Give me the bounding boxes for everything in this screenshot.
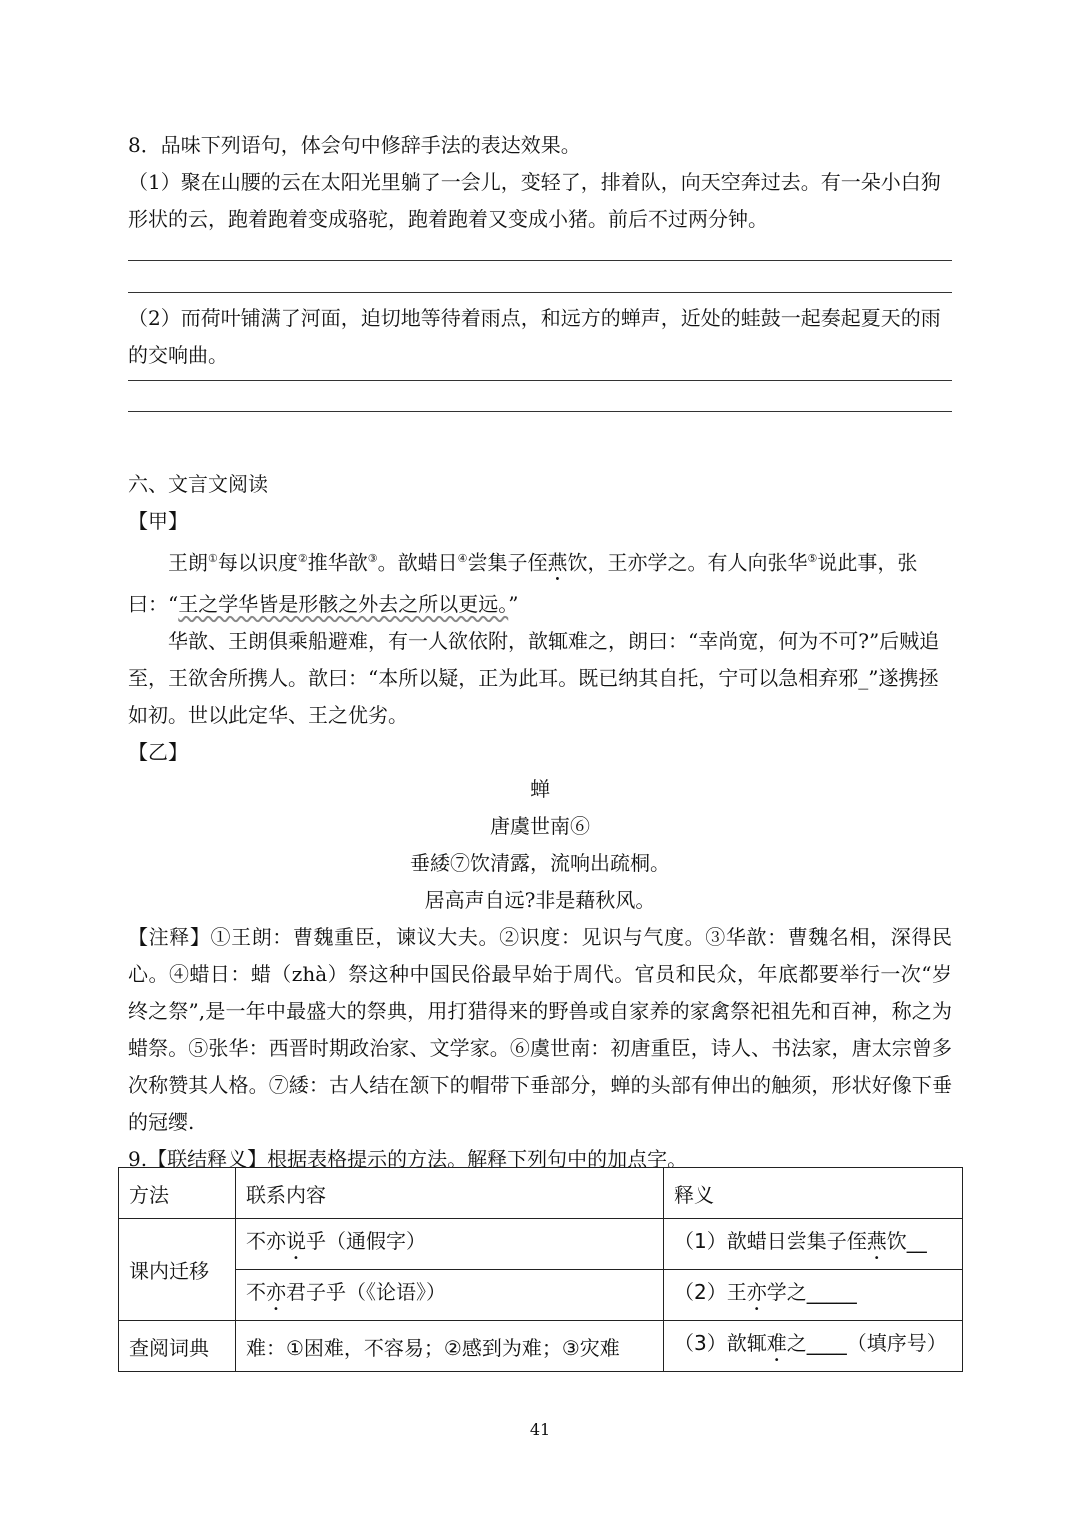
annotations: 【注释】①王朗：曹魏重臣，谏议大夫。②识度：见识与气度。③华歆：曹魏名相，深得民心。④蜡日：蜡（zhà）祭这种中国民俗最早始于周代。官员和民众，年底都要举行一次“岁终之祭”,是一年中最盛大的祭典，用打猎得来的野兽或自家养的家禽祭祀祖先和百神，称之为蜡祭。⑤张华：西晋时期政治家、文学家。⑥虞世南：初唐重臣，诗人、书法家，唐太宗曾多次称赞其人格。⑦緌：古人结在颔下的帽带下垂部分，蝉的头部有伸出的触须，形状好像下垂的冠缨. (128, 924, 952, 1134)
section-title: 六、文言文阅读 (128, 472, 268, 496)
page-number: 41 (529, 1420, 551, 1439)
sentence-1: （1）聚在山腰的云在太阳光里躺了一会儿，变轻了，排着队，向天空奔过去。有一朵小白狗形状的云，跑着跑着变成骆驼，跑着跑着又变成小猪。前后不过两分钟。 (128, 170, 941, 231)
method-transfer: 课内迁移 (119, 1219, 236, 1321)
passage-jia-paragraph-1: 王朗①每以识度②推华歆③。歆蜡日④尝集子侄燕饮，王亦学之。有人向张华⑤说此事，张曰：“王之学华皆是形骸之外去之所以更远。” (128, 550, 918, 616)
content-cell: 不亦君子乎（《论语》） (236, 1270, 664, 1321)
header-meaning: 释义 (664, 1168, 963, 1219)
content-cell: 不亦说乎（通假字） (236, 1219, 664, 1270)
label-yi: 【乙】 (128, 739, 188, 764)
content-cell: 难：①困难，不容易；②感到为难；③灾难 (236, 1321, 664, 1372)
header-method: 方法 (119, 1168, 236, 1219)
header-content: 联系内容 (236, 1168, 664, 1219)
method-dictionary: 查阅词典 (119, 1321, 236, 1372)
poem-title: 蝉 (530, 776, 550, 801)
answer-line[interactable] (128, 380, 952, 381)
answer-line[interactable] (128, 411, 952, 412)
wavy-underlined-sentence: 王之学华皆是形骸之外去之所以更远。 (178, 591, 509, 616)
poem-line-2: 居高声自远?非是藉秋风。 (424, 887, 656, 912)
passage-jia-paragraph-2: 华歆、王朗俱乘船避难，有一人欲依附，歆辄难之，朗曰：“幸尚宽，何为不可?”后贼追至，王欲舍所携人。歆曰：“本所以疑，正为此耳。既已纳其自托，宁可以急相弃邪_”遂携拯如初。世以此定华、王之优劣。 (128, 628, 940, 727)
poem-author: 唐虞世南⑥ (490, 813, 590, 838)
answer-cell-1[interactable]: （1）歆蜡日尝集子侄燕饮__ (664, 1219, 963, 1270)
label-jia: 【甲】 (128, 509, 188, 533)
question-8-title: 8．品味下列语句，体会句中修辞手法的表达效果。 (128, 133, 581, 157)
sentence-2: （2）而荷叶铺满了河面，迫切地等待着雨点，和远方的蝉声，近处的蛙鼓一起奏起夏天的雨的交响曲。 (128, 306, 941, 367)
poem-line-1: 垂緌⑦饮清露，流响出疏桐。 (410, 850, 670, 875)
question-9-title: 9.【联结释义】根据表格提示的方法。解释下列句中的加点字。 (128, 1146, 688, 1171)
answer-cell-3[interactable]: （3）歆辄难之____（填序号） (664, 1321, 963, 1372)
question-8 (128, 127, 952, 238)
answer-line[interactable] (128, 292, 952, 293)
section-6 (128, 466, 952, 1178)
answer-line[interactable] (128, 260, 952, 261)
question-9-table (118, 1167, 963, 1372)
answer-cell-2[interactable]: （2）王亦学之_____ (664, 1270, 963, 1321)
